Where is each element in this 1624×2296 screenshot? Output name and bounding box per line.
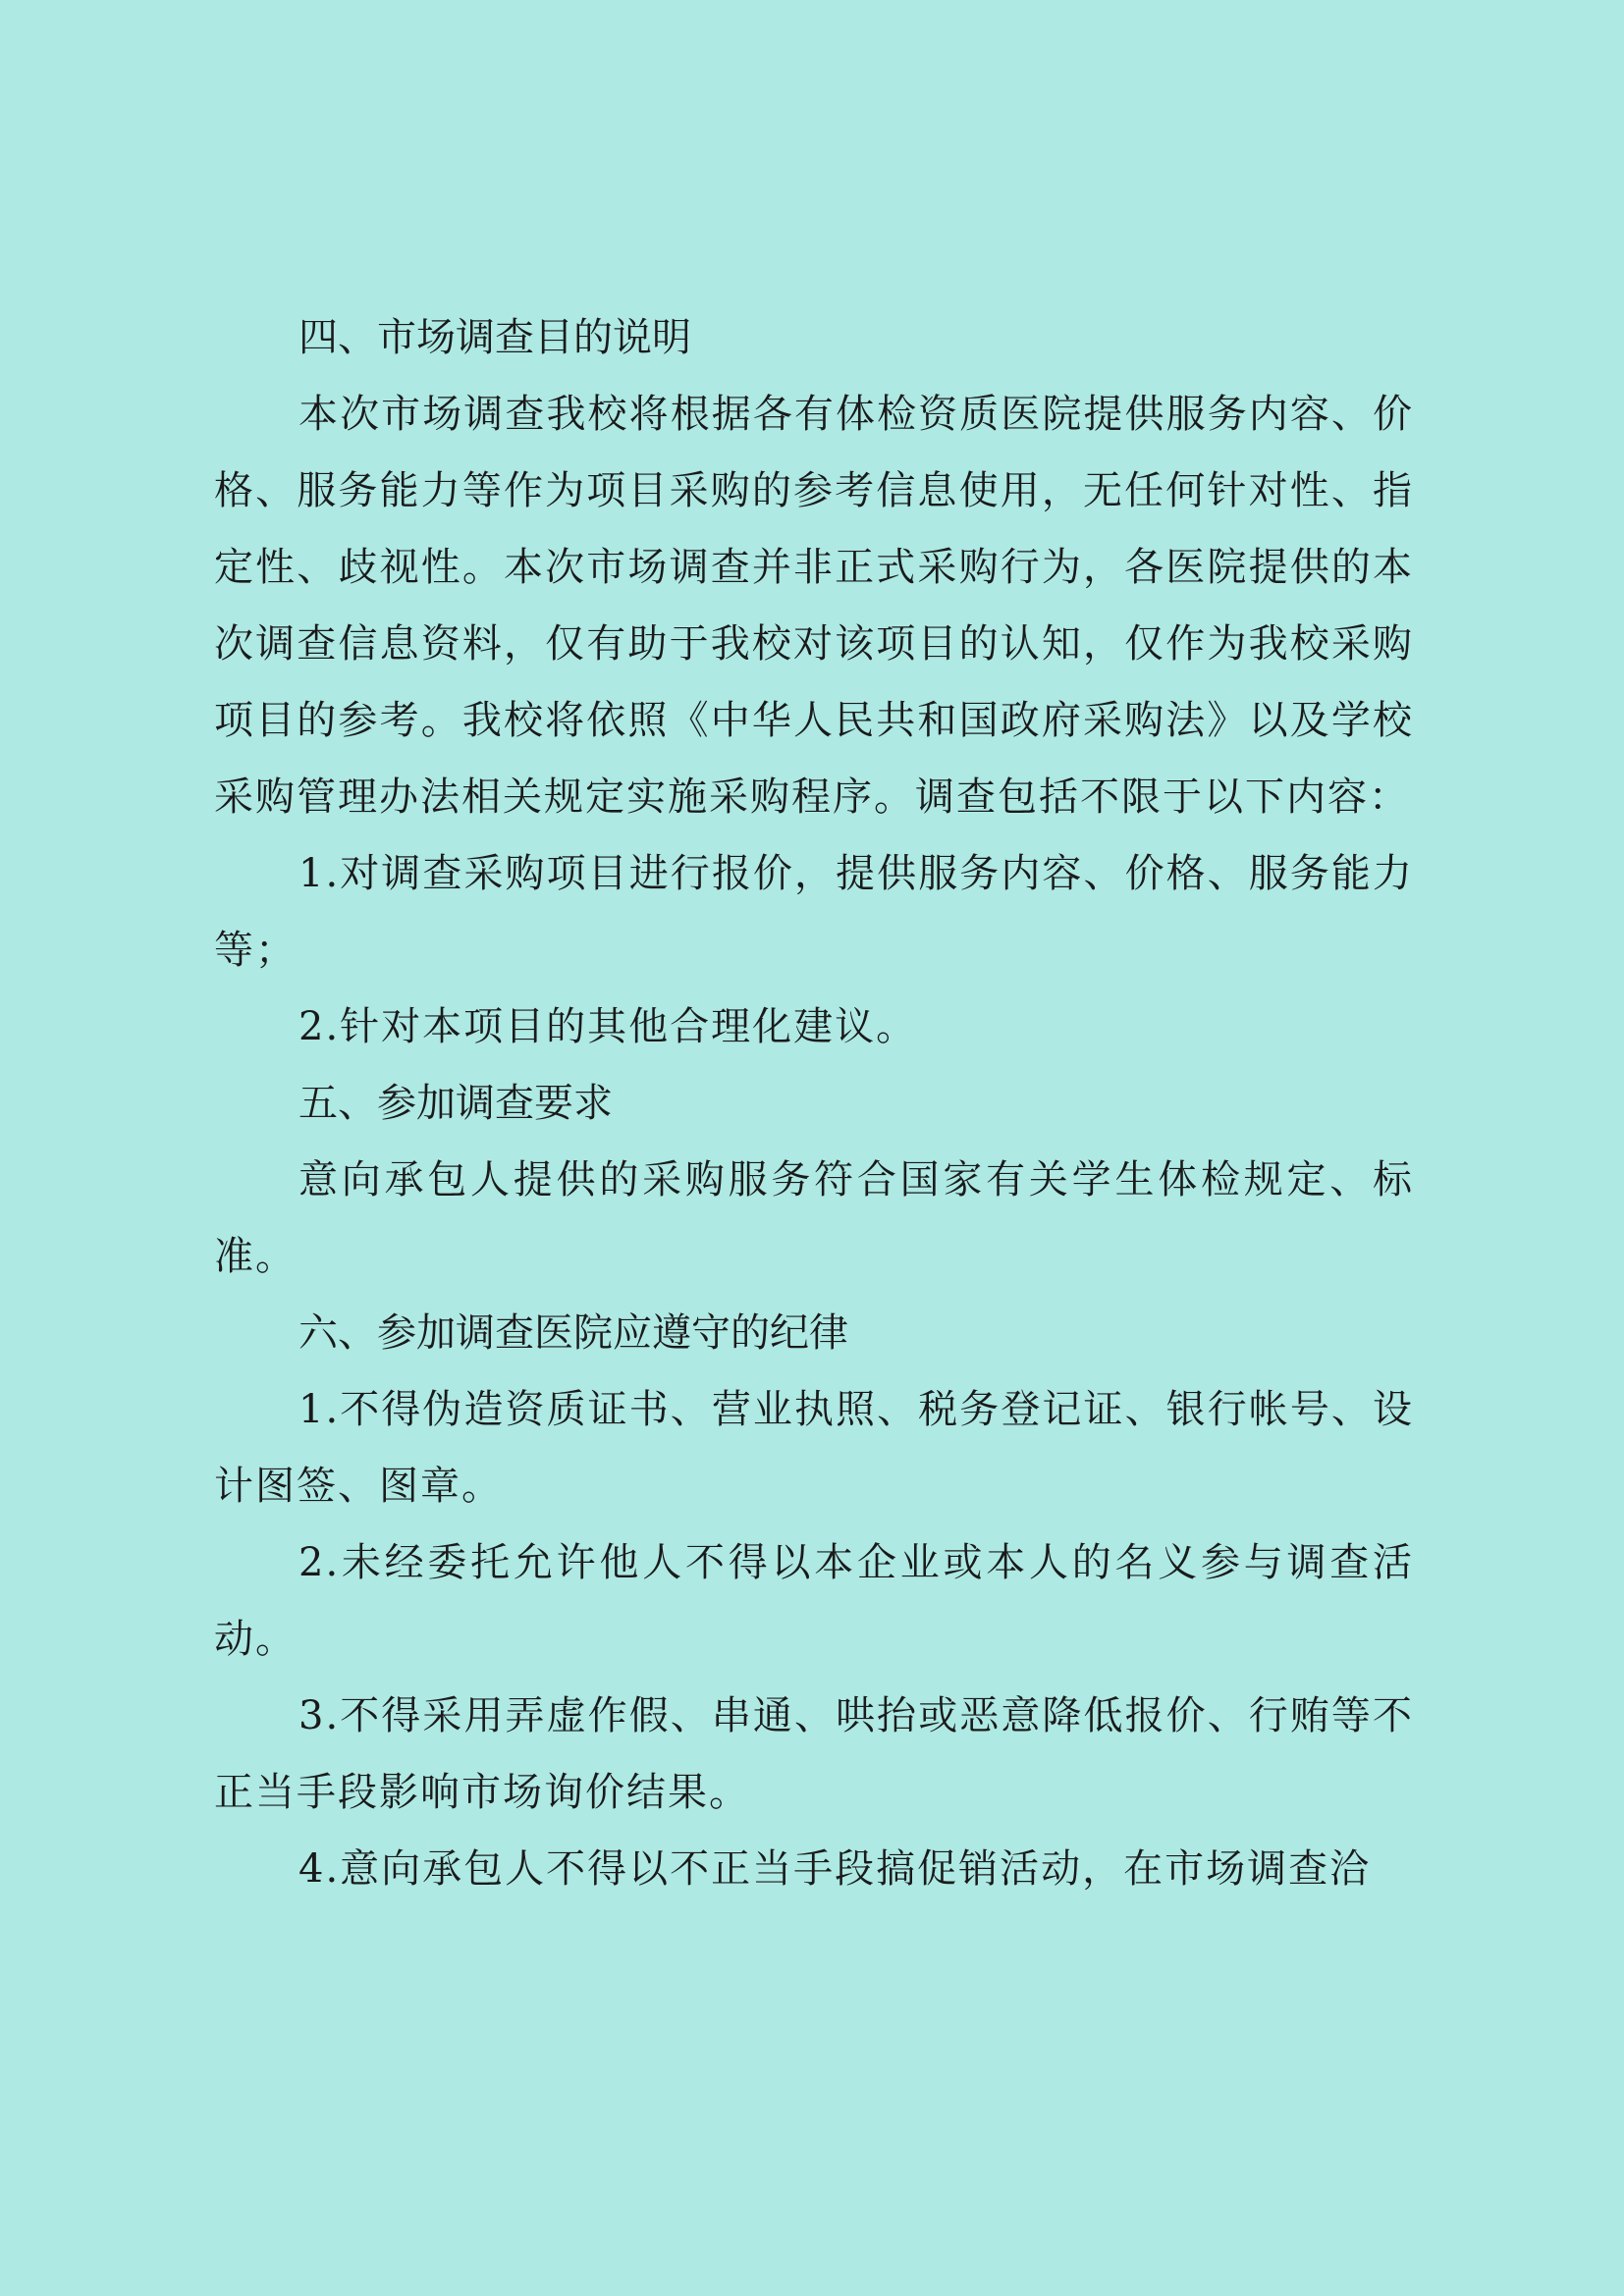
purpose-item-2: 2.针对本项目的其他合理化建议。	[298, 1004, 918, 1049]
document-page	[214, 299, 1414, 1907]
discipline-item-2: 2.未经委托允许他人不得以本企业或本人的名义参与调查活动。	[214, 1540, 1414, 1662]
discipline-item-4: 4.意向承包人不得以不正当手段搞促销活动，在市场调查洽	[298, 1846, 1372, 1892]
section-heading-requirements: 五、参加调查要求	[298, 1081, 613, 1126]
discipline-item-3: 3.不得采用弄虚作假、串通、哄抬或恶意降低报价、行贿等不正当手段影响市场询价结果。	[214, 1693, 1414, 1815]
purpose-paragraph: 本次市场调查我校将根据各有体检资质医院提供服务内容、价格、服务能力等作为项目采购的参考信息使用，无任何针对性、指定性、歧视性。本次市场调查并非正式采购行为，各医院提供的本次调查信息资料，仅有助于我校对该项目的认知，仅作为我校采购项目的参考。我校将依照《中华人民共和国政府采购法》以及学校采购管理办法相关规定实施采购程序。调查包括不限于以下内容：	[214, 392, 1414, 820]
requirements-paragraph: 意向承包人提供的采购服务符合国家有关学生体检规定、标准。	[214, 1157, 1414, 1279]
discipline-item-1: 1.不得伪造资质证书、营业执照、税务登记证、银行帐号、设计图签、图章。	[214, 1387, 1414, 1509]
section-heading-discipline: 六、参加调查医院应遵守的纪律	[298, 1310, 848, 1356]
purpose-item-1: 1.对调查采购项目进行报价，提供服务内容、价格、服务能力等；	[214, 851, 1414, 973]
section-heading-purpose: 四、市场调查目的说明	[298, 315, 691, 360]
